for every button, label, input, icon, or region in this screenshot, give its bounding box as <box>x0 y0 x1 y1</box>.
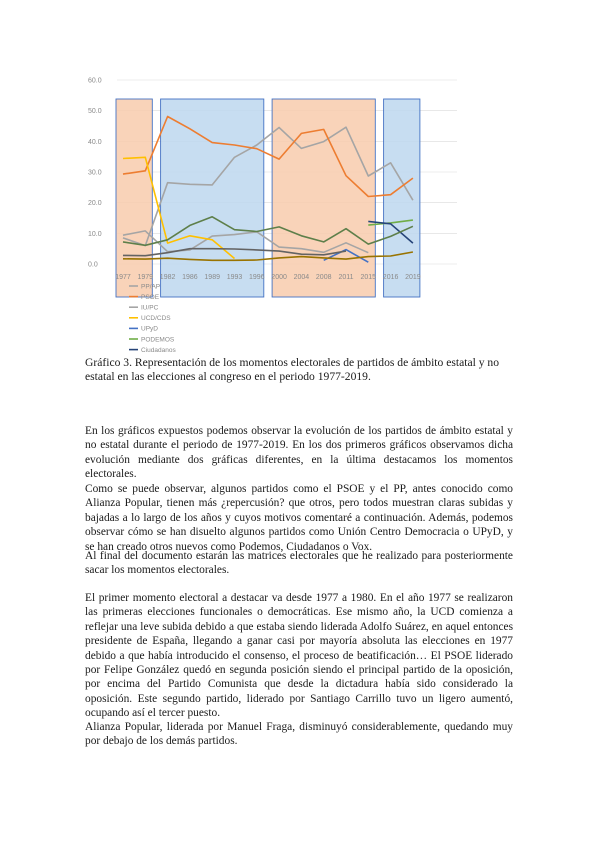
legend-label: IU/PC <box>141 304 159 312</box>
paragraph-1: En los gráficos expuestos podemos observar la evolución de los partidos de ámbito estatal y no estatal durante el periodo de 1977-2019. En los dos primeros gráficos observamos dicha evolución mediante dos gráficas diferentes, en la última destacamos los momentos electorales. <box>85 425 513 481</box>
x-tick-label: 2000 <box>271 274 287 281</box>
y-tick-label: 40.0 <box>88 138 102 146</box>
x-tick-label: 1996 <box>249 274 265 281</box>
x-tick-label: 1982 <box>159 274 176 281</box>
x-tick-label: 2004 <box>293 274 310 281</box>
y-tick-label: 0.0 <box>88 261 98 269</box>
y-tick-label: 30.0 <box>88 169 102 177</box>
paragraph-2: Como se puede observar, algunos partidos como el PSOE y el PP, antes conocido como Alianza Popular, tienen más ¿repercusión? que otros, pero todos muestran claras subidas y bajadas a lo largo de los años y cuyos motivos comentaré a continuación. Además, podemos observar cómo se han disuelto algunos partidos como Unión Centro Democracia o UPyD, y se han creado otros nuevos como Podemos, Ciudadanos o Vox. <box>85 483 513 553</box>
moment-band-1 <box>116 99 152 297</box>
x-tick-label: 2019 <box>405 274 421 281</box>
legend-label: UPyD <box>141 325 158 333</box>
x-tick-label: 1979 <box>137 274 154 281</box>
x-tick-label: 2015 <box>360 274 377 281</box>
moment-band-2 <box>161 99 264 297</box>
moment-band-4 <box>384 99 420 297</box>
legend-label: PSOE <box>141 293 160 301</box>
legend-label: PODEMOS <box>141 336 175 344</box>
legend-label: UCD/CDS <box>141 315 171 323</box>
electoral-moments-chart <box>85 68 465 358</box>
paragraph-4: El primer momento electoral a destacar va desde 1977 a 1980. En el año 1977 se realizaron las primeras elecciones funcionales o democráticas. Ese mismo año, la UCD comienza a reflejar una leve subida debido a que estaba siendo liderada Adolfo Suárez, en aquel entonces presidente de España, llegando a ganar casi por mayoría absoluta las elecciones en 1977 debido a que había introducido el consenso, el proceso de beatificación… El PSOE liderado por Felipe González quedó en segunda posición siendo el principal partido de la oposición, por encima del Partido Comunista que desde la dictadura había sido considerado la oposición. Este segundo partido, liderado por Santiago Carrillo tuvo un ligero aumentó, ocupando así el tercer puesto. <box>85 592 513 720</box>
x-tick-label: 1986 <box>182 274 198 281</box>
x-tick-label: 2016 <box>382 274 399 281</box>
x-tick-label: 1977 <box>115 274 131 281</box>
paragraph-5: Alianza Popular, liderada por Manuel Fraga, disminuyó considerablemente, quedando muy por debajo de los demás partidos. <box>85 721 513 748</box>
y-tick-label: 60.0 <box>88 77 102 85</box>
y-tick-label: 50.0 <box>88 108 102 116</box>
x-tick-label: 1989 <box>204 274 220 281</box>
y-tick-label: 20.0 <box>88 200 102 208</box>
y-tick-label: 10.0 <box>88 230 102 238</box>
paragraph-3: Al final del documento estarán las matrices electorales que he realizado para posteriormente sacar los momentos electorales. <box>85 550 513 577</box>
figure-caption: Gráfico 3. Representación de los momentos electorales de partidos de ámbito estatal y no estatal en las elecciones al congreso en el periodo 1977-2019. <box>85 356 500 383</box>
legend-label: PP/AP <box>141 283 161 291</box>
x-tick-label: 2011 <box>338 274 354 281</box>
legend-label: Ciudadanos <box>141 346 176 354</box>
x-tick-label: 2008 <box>315 274 332 281</box>
x-tick-label: 1993 <box>226 274 243 281</box>
